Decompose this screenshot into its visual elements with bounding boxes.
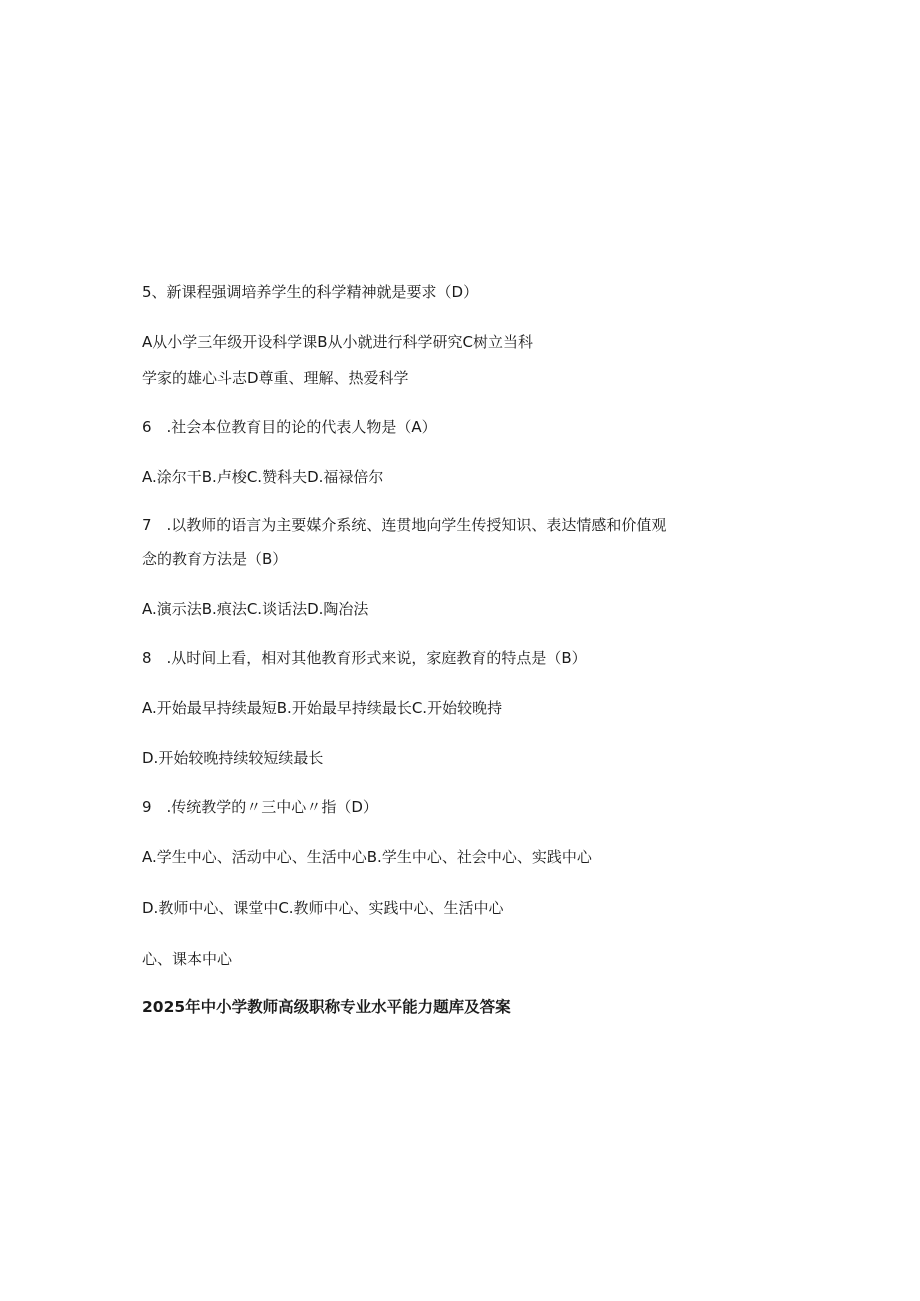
question-7-stem-line-1: 7 .以教师的语言为主要媒介系统、连贯地向学生传授知识、表达情感和价值观 [142,516,667,534]
question-7-options: A.演示法B.痕法C.谈话法D.陶冶法 [142,600,369,618]
question-9-stem: 9 .传统教学的〃三中心〃指（D） [142,798,378,816]
question-9-options-line-3: 心、课本中心 [142,950,233,968]
question-8-options-line-2: D.开始较晚持续较短续最长 [142,749,324,767]
document-title: 2025年中小学教师高级职称专业水平能力题库及答案 [142,998,511,1016]
question-5-stem: 5、新课程强调培养学生的科学精神就是要求（D） [142,283,479,301]
question-6-options: A.涂尔干B.卢梭C.赞科夫D.福禄倍尔 [142,468,384,486]
question-8-options-line-1: A.开始最早持续最短B.开始最早持续最长C.开始较晚持 [142,699,503,717]
question-5-options-line-1: A从小学三年级开设科学课B从小就进行科学研究C树立当科 [142,333,534,351]
question-7-stem-line-2: 念的教育方法是（B） [142,550,288,568]
question-9-options-line-1: A.学生中心、活动中心、生活中心B.学生中心、社会中心、实践中心 [142,848,592,866]
question-9-options-line-2: D.教师中心、课堂中C.教师中心、实践中心、生活中心 [142,899,504,917]
question-8-stem: 8 .从时间上看，相对其他教育形式来说，家庭教育的特点是（B） [142,649,587,667]
question-6-stem: 6 .社会本位教育目的论的代表人物是（A） [142,418,437,436]
question-5-options-line-2: 学家的雄心斗志D尊重、理解、热爱科学 [142,369,409,387]
